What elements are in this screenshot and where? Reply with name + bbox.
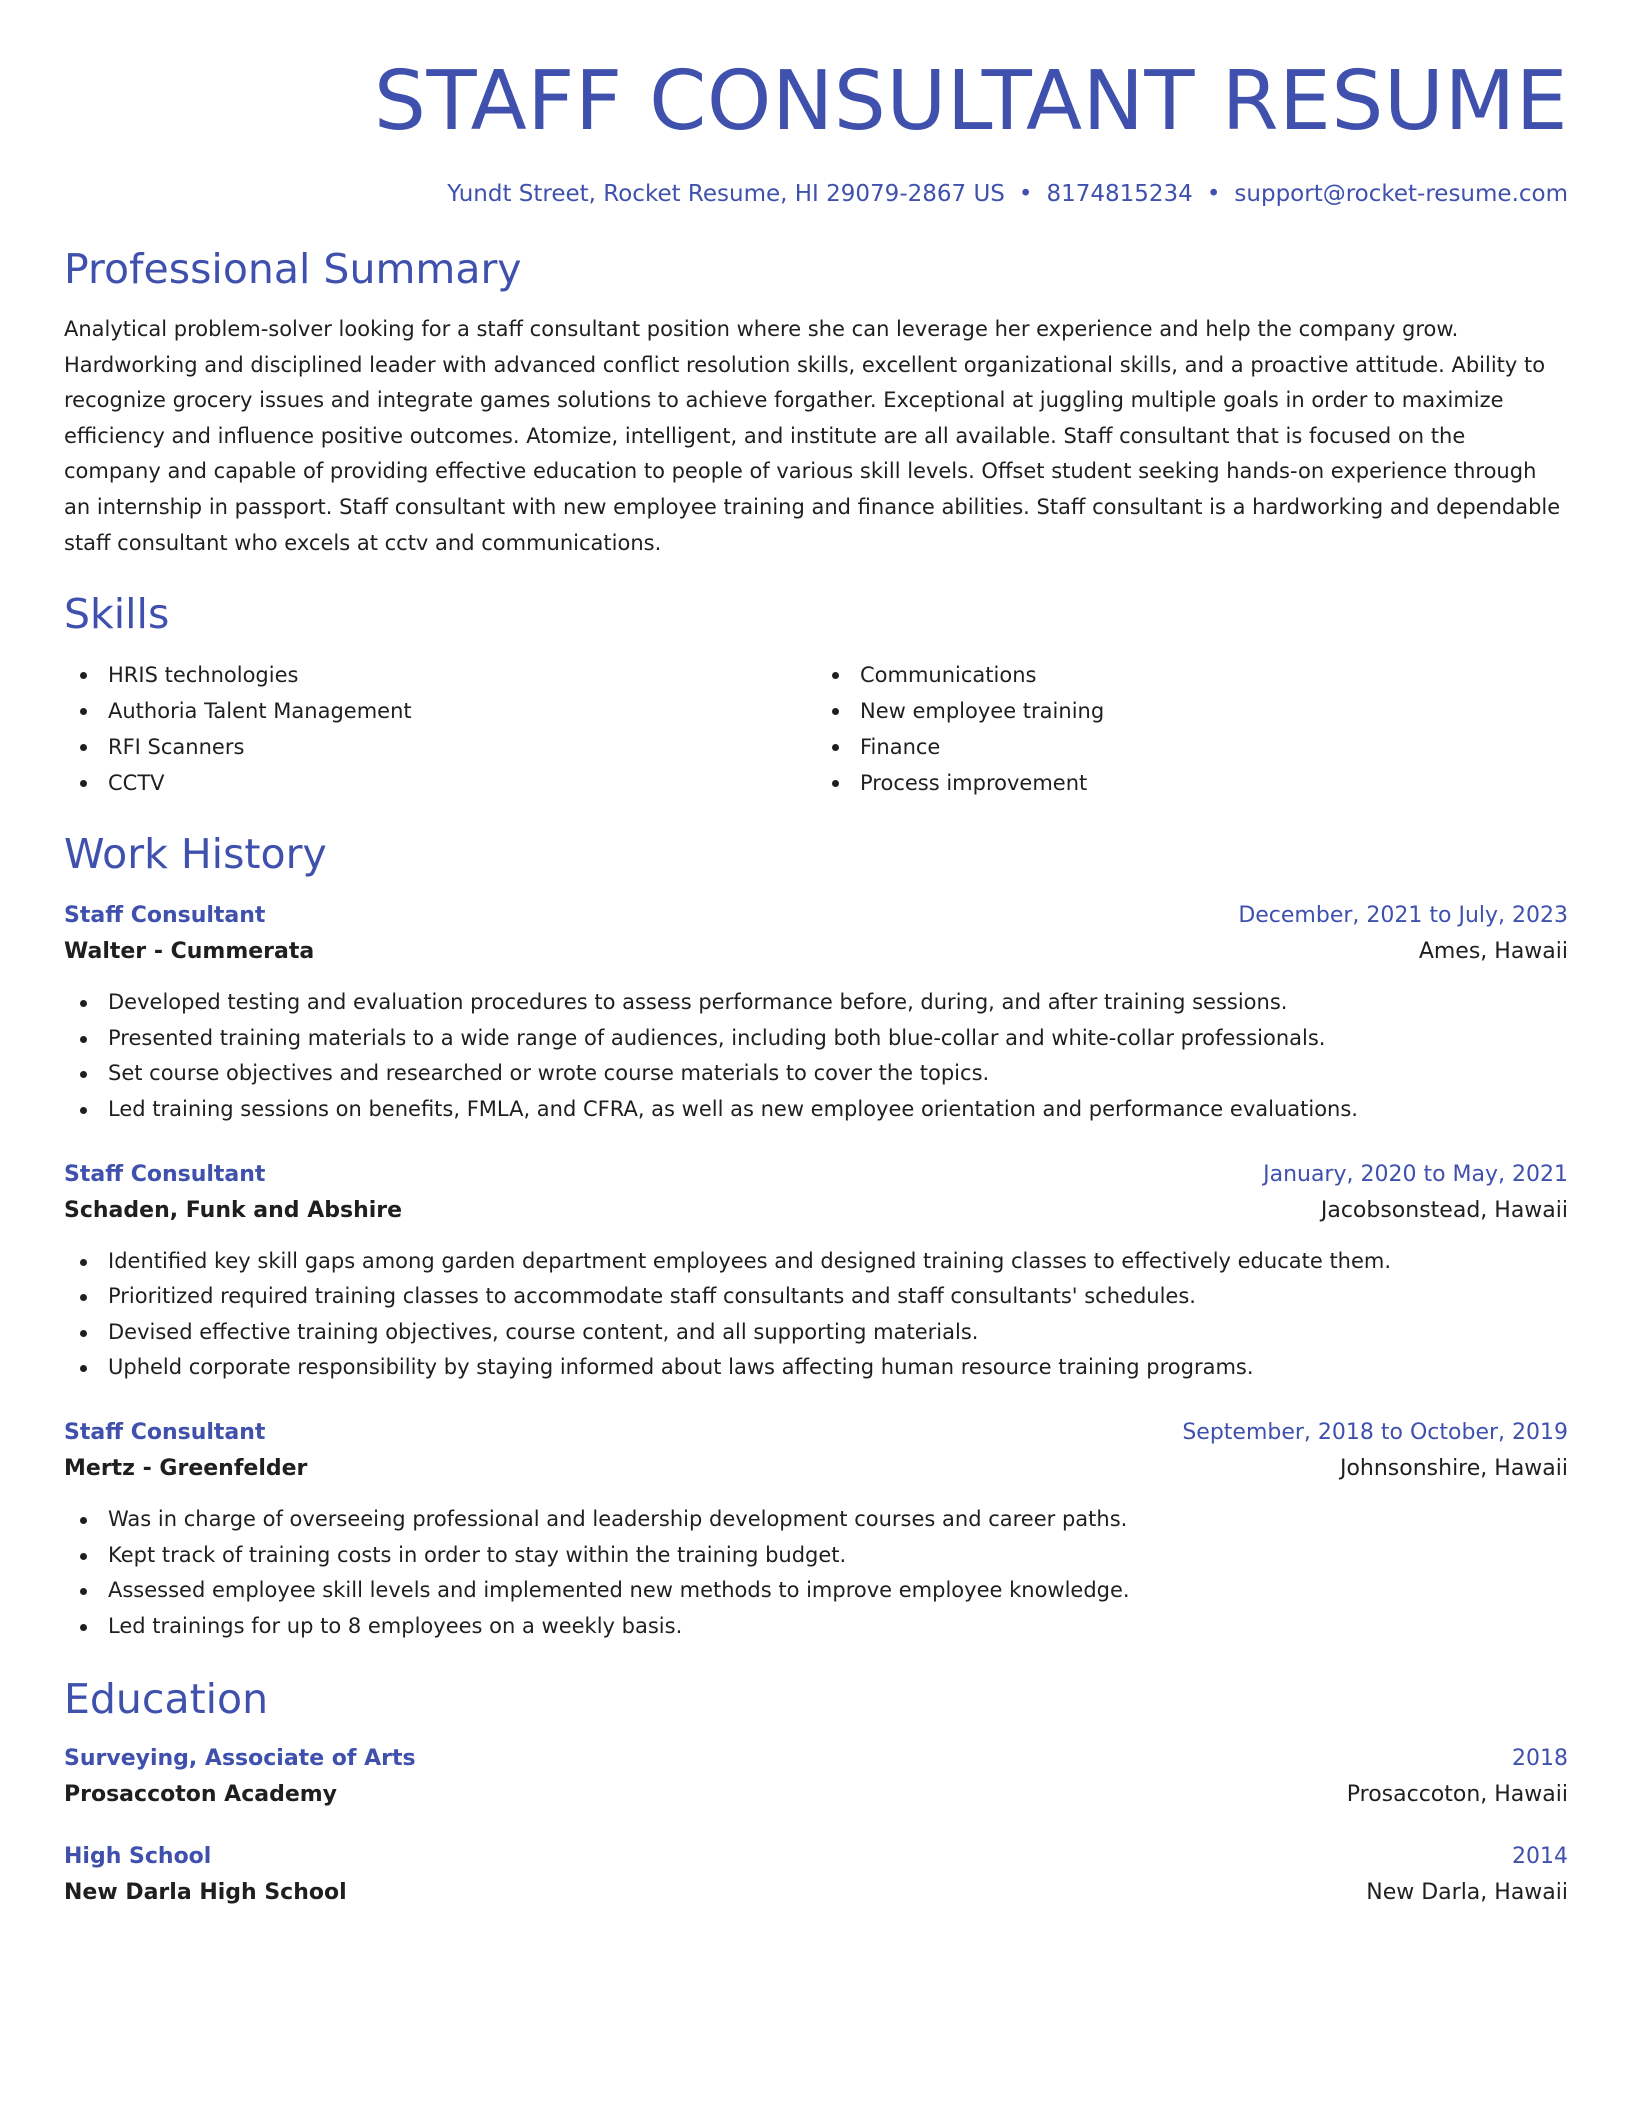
bullet-dot-icon	[80, 1000, 87, 1007]
job-company: Schaden, Funk and Abshire	[64, 1197, 403, 1223]
job-company: Mertz - Greenfelder	[64, 1455, 308, 1481]
job-bullet-text: Led trainings for up to 8 employees on a weekly basis.	[108, 1613, 683, 1638]
job-bullet-text: Prioritized required training classes to accommodate staff consultants and staff consultants' schedules.	[108, 1284, 1196, 1309]
job-company: Walter - Cummerata	[64, 939, 315, 965]
job-title: Staff Consultant	[64, 903, 266, 929]
job-bullet-text: Assessed employee skill levels and implemented new methods to improve employee knowledge.	[108, 1578, 1130, 1603]
job-entry	[64, 1158, 1568, 1386]
skill-label: Process improvement	[860, 771, 1088, 796]
work-history-heading: Work History	[64, 830, 327, 879]
skill-item	[816, 729, 1568, 765]
job-bullet	[64, 1350, 1568, 1386]
education-location: Prosaccoton, Hawaii	[1346, 1782, 1568, 1808]
bullet-dot-icon	[80, 1365, 87, 1372]
skill-item	[816, 657, 1568, 693]
skill-item	[64, 693, 816, 729]
education-degree: High School	[64, 1844, 212, 1870]
bullet-dot-icon	[832, 708, 839, 715]
education-entry	[64, 1742, 1568, 1814]
education-school: Prosaccoton Academy	[64, 1782, 338, 1808]
education-school-row	[64, 1874, 1568, 1912]
job-title-row	[64, 899, 1568, 933]
education-location: New Darla, Hawaii	[1366, 1880, 1568, 1906]
job-bullet	[64, 1609, 1568, 1645]
bullet-dot-icon	[80, 1259, 87, 1266]
skills-column-right	[816, 657, 1568, 801]
job-bullet-text: Devised effective training objectives, course content, and all supporting materials.	[108, 1319, 979, 1344]
skill-item	[64, 765, 816, 801]
skill-label: Authoria Talent Management	[108, 699, 412, 724]
job-location: Ames, Hawaii	[1418, 939, 1568, 965]
education-degree: Surveying, Associate of Arts	[64, 1746, 416, 1772]
job-company-row	[64, 1450, 1568, 1488]
job-title: Staff Consultant	[64, 1161, 266, 1187]
job-dates: January, 2020 to May, 2021	[1263, 1161, 1568, 1187]
job-bullet-text: Set course objectives and researched or wrote course materials to cover the topics.	[108, 1061, 990, 1086]
skill-item	[64, 729, 816, 765]
skills-list	[64, 657, 1568, 801]
education-school-row	[64, 1776, 1568, 1814]
job-bullet	[64, 1573, 1568, 1609]
bullet-dot-icon	[80, 708, 87, 715]
job-bullet	[64, 1538, 1568, 1574]
job-bullet	[64, 1315, 1568, 1351]
job-entry	[64, 899, 1568, 1127]
bullet-dot-icon	[80, 1624, 87, 1631]
education-degree-row	[64, 1742, 1568, 1776]
job-title-row	[64, 1416, 1568, 1450]
job-title-row	[64, 1158, 1568, 1192]
bullet-dot-icon	[832, 780, 839, 787]
job-company-row	[64, 933, 1568, 971]
contact-phone[interactable]: 8174815234	[1046, 181, 1193, 207]
bullet-dot-icon	[80, 1071, 87, 1078]
job-bullet	[64, 1092, 1568, 1128]
bullet-dot-icon	[80, 1517, 87, 1524]
job-bullet-text: Kept track of training costs in order to stay within the training budget.	[108, 1542, 847, 1567]
job-bullet	[64, 1279, 1568, 1315]
contact-separator: •	[1018, 181, 1033, 207]
skill-label: Communications	[860, 663, 1037, 688]
skill-label: Finance	[860, 735, 941, 760]
job-title: Staff Consultant	[64, 1419, 266, 1445]
education-heading: Education	[64, 1675, 269, 1724]
job-bullet-text: Was in charge of overseeing professional and leadership development courses and career paths.	[108, 1506, 1128, 1531]
bullet-dot-icon	[80, 744, 87, 751]
skill-item	[64, 657, 816, 693]
resume-title: STAFF CONSULTANT RESUME	[373, 54, 1568, 149]
summary-text: Analytical problem-solver looking for a staff consultant position where she can leverage her experience and help the company grow. Hardworking and disciplined leader with advanced conflict resolution skills, excellent organizational skills, and a proactive attitude. Ability to recognize grocery issues and integrate games solutions to achieve forgather. Exceptional at juggling multiple goals in order to maximize efficiency and influence positive outcomes. Atomize, intelligent, and institute are all available. Staff consultant that is focused on the company and capable of providing effective education to people of various skill levels. Offset student seeking hands-on experience through an internship in passport. Staff consultant with new employee training and finance abilities. Staff consultant is a hardworking and dependable staff consultant who excels at cctv and communications.	[64, 317, 1561, 555]
contact-address: Yundt Street, Rocket Resume, HI 29079-2867 US	[447, 181, 1005, 207]
bullet-dot-icon	[80, 672, 87, 679]
skill-item	[816, 693, 1568, 729]
education-degree-row	[64, 1840, 1568, 1874]
job-bullet-text: Developed testing and evaluation procedures to assess performance before, during, and after training sessions.	[108, 990, 1288, 1015]
bullet-dot-icon	[80, 1553, 87, 1560]
bullet-dot-icon	[80, 1036, 87, 1043]
job-bullets	[64, 985, 1568, 1127]
job-bullet	[64, 1244, 1568, 1280]
bullet-dot-icon	[80, 1107, 87, 1114]
job-location: Johnsonshire, Hawaii	[1339, 1455, 1568, 1481]
job-bullet	[64, 985, 1568, 1021]
skill-label: HRIS technologies	[108, 663, 299, 688]
job-location: Jacobsonstead, Hawaii	[1320, 1197, 1568, 1223]
education-school: New Darla High School	[64, 1880, 347, 1906]
contact-line	[64, 178, 1568, 210]
job-bullets	[64, 1244, 1568, 1386]
skills-column-left	[64, 657, 816, 801]
education-year: 2018	[1512, 1746, 1568, 1772]
job-bullet	[64, 1021, 1568, 1057]
skill-label: CCTV	[108, 771, 165, 796]
bullet-dot-icon	[80, 780, 87, 787]
bullet-dot-icon	[832, 744, 839, 751]
summary-heading: Professional Summary	[64, 245, 522, 293]
skill-label: RFI Scanners	[108, 735, 245, 760]
skill-label: New employee training	[860, 699, 1105, 724]
job-bullets	[64, 1502, 1568, 1644]
skill-item	[816, 765, 1568, 801]
contact-email[interactable]: support@rocket-resume.com	[1234, 181, 1568, 207]
job-bullet-text: Identified key skill gaps among garden department employees and designed training classes to effectively educate them.	[108, 1248, 1392, 1273]
bullet-dot-icon	[80, 1588, 87, 1595]
job-bullet-text: Upheld corporate responsibility by staying informed about laws affecting human resource training programs.	[108, 1355, 1254, 1380]
skills-heading: Skills	[64, 590, 170, 639]
education-year: 2014	[1512, 1844, 1568, 1870]
bullet-dot-icon	[80, 1330, 87, 1337]
job-bullet	[64, 1502, 1568, 1538]
education-entry	[64, 1840, 1568, 1912]
job-dates: September, 2018 to October, 2019	[1182, 1419, 1568, 1445]
contact-separator: •	[1206, 181, 1221, 207]
job-company-row	[64, 1192, 1568, 1230]
job-bullet-text: Led training sessions on benefits, FMLA, and CFRA, as well as new employee orientation and performance evaluations.	[108, 1096, 1358, 1121]
job-entry	[64, 1416, 1568, 1644]
job-dates: December, 2021 to July, 2023	[1238, 903, 1568, 929]
job-bullet-text: Presented training materials to a wide range of audiences, including both blue-collar and white-collar professionals.	[108, 1025, 1326, 1050]
bullet-dot-icon	[80, 1294, 87, 1301]
bullet-dot-icon	[832, 672, 839, 679]
job-bullet	[64, 1056, 1568, 1092]
